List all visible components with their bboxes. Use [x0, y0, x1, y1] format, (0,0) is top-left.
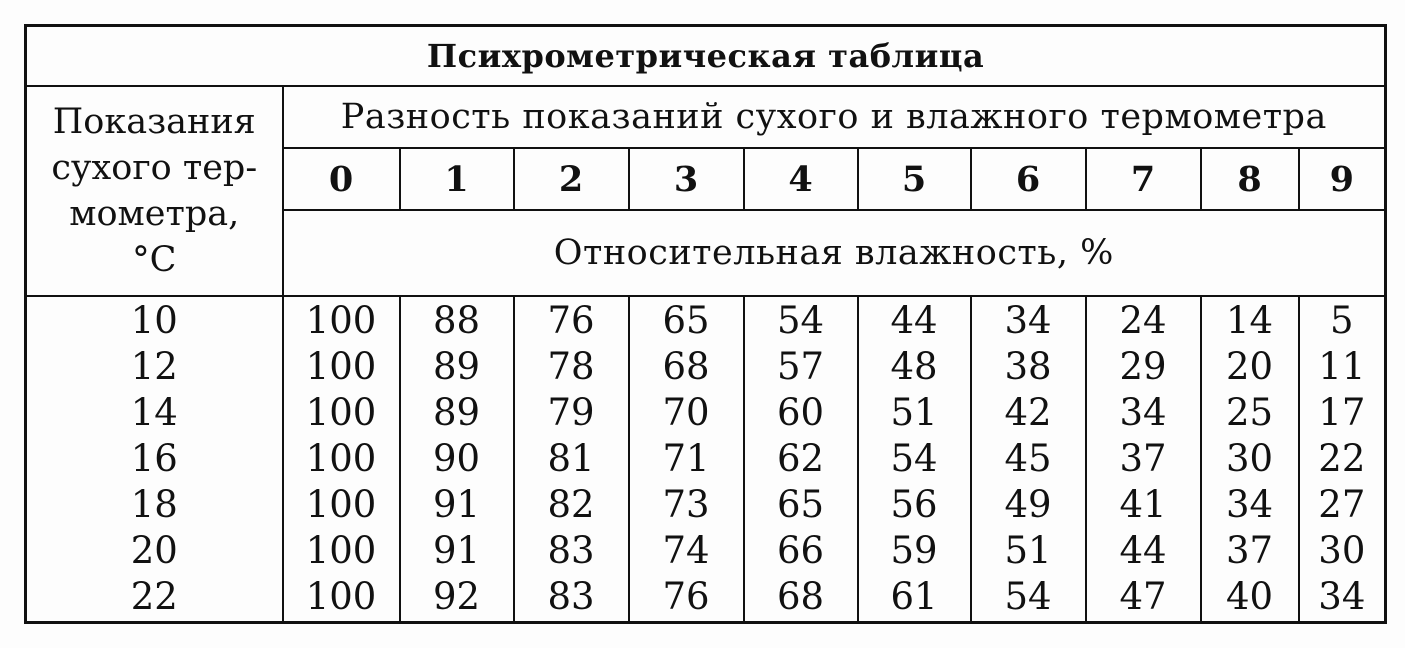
humidity-value: 82 [547, 483, 595, 526]
dry-header-line-1: Показания [52, 102, 256, 142]
humidity-value: 30 [1318, 529, 1366, 572]
humidity-value: 34 [1225, 483, 1274, 526]
humidity-value: 14 [1225, 299, 1274, 342]
humidity-column-4 [744, 296, 858, 623]
humidity-value: 62 [776, 437, 825, 480]
humidity-value: 24 [1119, 299, 1167, 342]
humidity-value: 100 [305, 437, 377, 480]
humidity-value: 100 [305, 483, 377, 526]
humidity-value: 74 [662, 529, 710, 572]
humidity-value: 100 [305, 529, 377, 572]
humidity-value: 42 [1004, 391, 1052, 434]
table-title: Психрометрическая таблица [26, 26, 1386, 87]
dry-temperature-value: 20 [130, 529, 178, 572]
dry-header-line-4: °C [132, 240, 177, 280]
humidity-value: 40 [1225, 575, 1274, 618]
humidity-value: 48 [890, 345, 938, 388]
humidity-value: 81 [547, 437, 595, 480]
humidity-value: 68 [662, 345, 710, 388]
humidity-value: 70 [662, 391, 710, 434]
humidity-value: 54 [1004, 575, 1052, 618]
humidity-value: 71 [662, 437, 710, 480]
humidity-column-1 [400, 296, 514, 623]
humidity-value: 37 [1225, 529, 1274, 572]
humidity-value: 25 [1225, 391, 1274, 434]
humidity-column-2 [514, 296, 629, 623]
dry-temperature-value: 10 [130, 299, 178, 342]
humidity-value: 92 [432, 575, 481, 618]
humidity-value: 76 [547, 299, 595, 342]
humidity-value: 100 [305, 299, 377, 342]
humidity-value: 54 [890, 437, 938, 480]
humidity-value: 83 [547, 575, 595, 618]
column-header: 5 [858, 148, 971, 210]
dry-temperature-value: 16 [130, 437, 178, 480]
column-header: 3 [629, 148, 744, 210]
humidity-value: 60 [776, 391, 825, 434]
humidity-value: 54 [776, 299, 825, 342]
dry-temperature-value: 12 [130, 345, 178, 388]
humidity-column-8 [1201, 296, 1299, 623]
difference-header: Разность показаний сухого и влажного термометра [283, 86, 1386, 148]
humidity-value: 90 [432, 437, 481, 480]
humidity-value: 51 [890, 391, 938, 434]
dry-temperature-value: 22 [130, 575, 178, 618]
humidity-column-3 [629, 296, 744, 623]
column-header: 1 [400, 148, 514, 210]
humidity-value: 34 [1004, 299, 1052, 342]
humidity-value: 44 [1119, 529, 1167, 572]
humidity-value: 88 [432, 299, 481, 342]
humidity-value: 44 [890, 299, 938, 342]
humidity-value: 66 [776, 529, 825, 572]
humidity-value: 73 [662, 483, 710, 526]
humidity-value: 83 [547, 529, 595, 572]
humidity-value: 91 [432, 483, 481, 526]
humidity-value: 27 [1318, 483, 1366, 526]
humidity-value: 51 [1004, 529, 1052, 572]
dry-header-line-2: сухого тер- [51, 148, 258, 188]
humidity-value: 38 [1004, 345, 1052, 388]
humidity-value: 89 [432, 391, 481, 434]
humidity-value: 30 [1225, 437, 1274, 480]
humidity-value: 34 [1119, 391, 1167, 434]
dry-thermometer-header [26, 86, 283, 296]
humidity-value: 37 [1119, 437, 1167, 480]
humidity-column-0 [283, 296, 400, 623]
humidity-value: 76 [662, 575, 710, 618]
humidity-column-9 [1299, 296, 1386, 623]
humidity-value: 5 [1330, 299, 1354, 342]
humidity-value: 89 [432, 345, 481, 388]
dry-temperature-value: 18 [130, 483, 178, 526]
humidity-value: 68 [776, 575, 825, 618]
humidity-value: 47 [1119, 575, 1167, 618]
humidity-column-6 [971, 296, 1086, 623]
column-header: 7 [1086, 148, 1201, 210]
humidity-value: 56 [890, 483, 938, 526]
humidity-value: 11 [1318, 345, 1366, 388]
humidity-value: 20 [1225, 345, 1274, 388]
humidity-header: Относительная влажность, % [283, 210, 1386, 296]
humidity-value: 78 [547, 345, 595, 388]
humidity-value: 34 [1318, 575, 1366, 618]
dry-temperature-column [26, 296, 283, 623]
humidity-value: 57 [776, 345, 825, 388]
humidity-value: 45 [1004, 437, 1052, 480]
humidity-value: 65 [776, 483, 825, 526]
humidity-value: 100 [305, 391, 377, 434]
column-header: 0 [283, 148, 400, 210]
humidity-value: 100 [305, 345, 377, 388]
humidity-value: 29 [1119, 345, 1167, 388]
column-header: 9 [1299, 148, 1386, 210]
humidity-value: 17 [1318, 391, 1366, 434]
humidity-value: 61 [890, 575, 938, 618]
column-header: 6 [971, 148, 1086, 210]
humidity-column-5 [858, 296, 971, 623]
humidity-column-7 [1086, 296, 1201, 623]
humidity-value: 59 [890, 529, 938, 572]
column-header: 2 [514, 148, 629, 210]
humidity-value: 41 [1119, 483, 1167, 526]
column-header: 8 [1201, 148, 1299, 210]
dry-temperature-value: 14 [130, 391, 178, 434]
humidity-value: 91 [432, 529, 481, 572]
column-header: 4 [744, 148, 858, 210]
humidity-value: 100 [305, 575, 377, 618]
dry-header-line-3: мометра, [69, 194, 240, 234]
psychrometric-table [24, 24, 1387, 624]
humidity-value: 65 [662, 299, 710, 342]
humidity-value: 49 [1004, 483, 1052, 526]
humidity-value: 79 [547, 391, 595, 434]
humidity-value: 22 [1318, 437, 1366, 480]
